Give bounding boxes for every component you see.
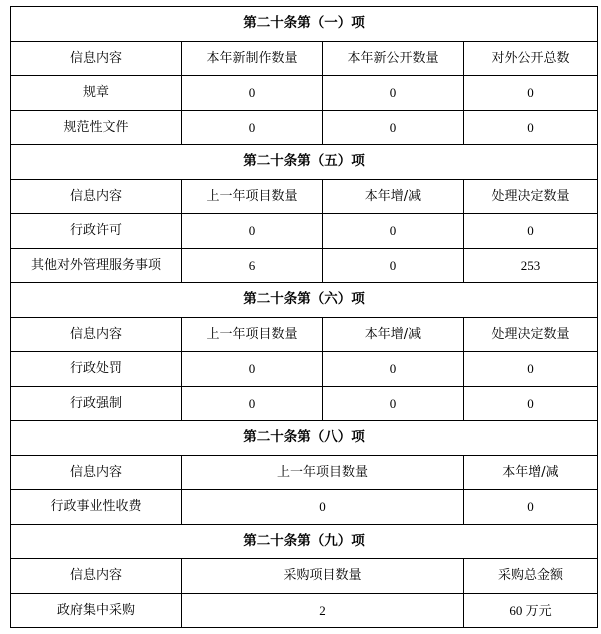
section-title-row [11,421,598,456]
column-header: 本年新公开数量 [323,41,464,76]
row-label: 规范性文件 [11,110,182,145]
table-cell: 60 万元 [464,593,598,628]
column-header: 处理决定数量 [464,179,598,214]
section-title: 第二十条第（九）项 [11,524,598,559]
section-title: 第二十条第（一）项 [11,7,598,42]
column-header: 信息内容 [11,317,182,352]
table-cell: 0 [323,214,464,249]
table-cell: 0 [464,386,598,421]
column-header: 处理决定数量 [464,317,598,352]
table-cell: 0 [182,214,323,249]
header-row [11,455,598,490]
column-header: 本年增/减 [323,317,464,352]
table-cell: 0 [464,110,598,145]
header-row [11,559,598,594]
column-header: 上一年项目数量 [182,455,464,490]
table-cell: 0 [323,248,464,283]
table-cell: 0 [323,386,464,421]
row-label: 规章 [11,76,182,111]
column-header: 本年增/减 [323,179,464,214]
header-row [11,317,598,352]
column-header: 信息内容 [11,179,182,214]
table-row [11,593,598,628]
table-row [11,490,598,525]
table-row [11,110,598,145]
row-label: 行政处罚 [11,352,182,387]
section-title-row [11,145,598,180]
table-row [11,352,598,387]
column-header: 上一年项目数量 [182,317,323,352]
table-cell: 0 [464,214,598,249]
table-cell: 0 [182,110,323,145]
row-label: 行政事业性收费 [11,490,182,525]
row-label: 行政许可 [11,214,182,249]
row-label: 行政强制 [11,386,182,421]
table-cell: 253 [464,248,598,283]
table-row [11,76,598,111]
column-header: 对外公开总数 [464,41,598,76]
disclosure-table [10,6,598,628]
section-title-row [11,7,598,42]
section-title: 第二十条第（六）项 [11,283,598,318]
table-row [11,214,598,249]
column-header: 本年增/减 [464,455,598,490]
table-cell: 0 [464,352,598,387]
section-title-row [11,283,598,318]
column-header: 信息内容 [11,559,182,594]
column-header: 采购项目数量 [182,559,464,594]
column-header: 信息内容 [11,455,182,490]
table-cell: 6 [182,248,323,283]
header-row [11,41,598,76]
table-cell: 0 [323,76,464,111]
column-header: 上一年项目数量 [182,179,323,214]
table-cell: 0 [323,110,464,145]
table-cell: 0 [464,490,598,525]
section-title-row [11,524,598,559]
header-row [11,179,598,214]
table-cell: 2 [182,593,464,628]
table-cell: 0 [464,76,598,111]
table-row [11,386,598,421]
table-cell: 0 [182,76,323,111]
table-cell: 0 [182,352,323,387]
section-title: 第二十条第（八）项 [11,421,598,456]
row-label: 政府集中采购 [11,593,182,628]
table-cell: 0 [182,386,323,421]
column-header: 信息内容 [11,41,182,76]
column-header: 采购总金额 [464,559,598,594]
table-cell: 0 [323,352,464,387]
row-label: 其他对外管理服务事项 [11,248,182,283]
table-cell: 0 [182,490,464,525]
column-header: 本年新制作数量 [182,41,323,76]
table-row [11,248,598,283]
section-title: 第二十条第（五）项 [11,145,598,180]
